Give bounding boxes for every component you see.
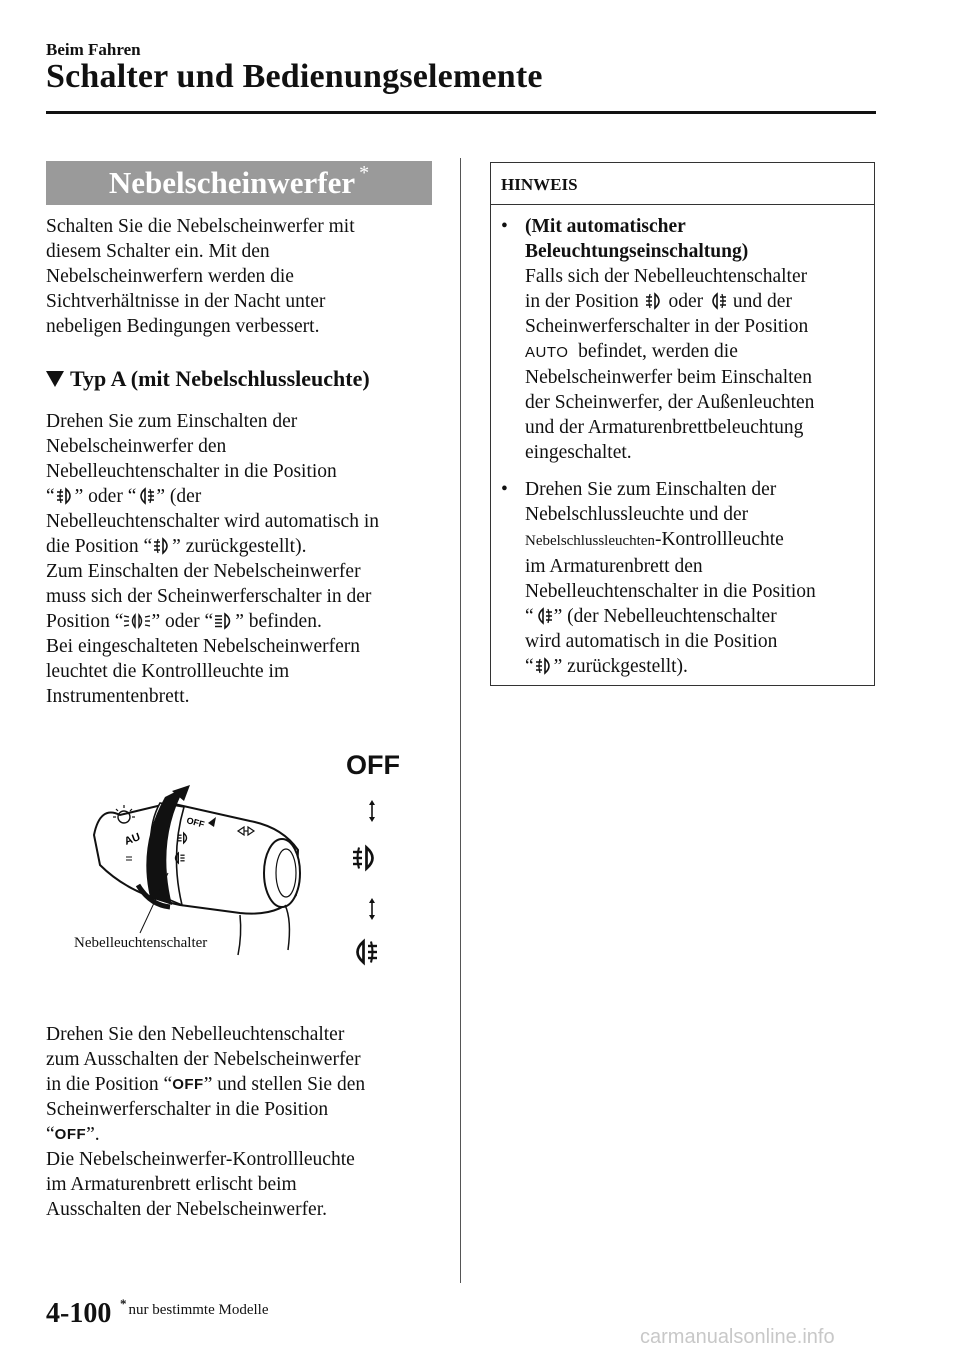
rear-fog-icon bbox=[708, 291, 728, 311]
stalk-off-label: OFF bbox=[185, 815, 206, 830]
section-title: Nebelscheinwerfer bbox=[108, 165, 356, 200]
section-label: Beim Fahren bbox=[46, 40, 141, 59]
front-fog-icon bbox=[644, 291, 664, 311]
front-fog-icon bbox=[152, 536, 172, 556]
note-item: • Drehen Sie zum Einschalten der Nebelschlussleuchte und der Nebelschlussleuchten-Kontrollleuchte im Armaturenbrett den Nebelleuchtenschalter in die Position “ ” (der Nebelleuchtenschalter wird automatisch in die Position “ ” zurückgestellt). bbox=[501, 479, 816, 677]
stalk-auto-label: AU bbox=[122, 831, 142, 848]
section-banner bbox=[46, 161, 432, 205]
parking-lights-icon bbox=[123, 611, 151, 631]
subheading-type-a: Typ A (mit Nebelschlussleuchte) bbox=[46, 366, 370, 392]
header-rule bbox=[46, 111, 876, 114]
note-item: • (Mit automatischer Beleuchtungseinschaltung) Falls sich der Nebelleuchtenschalter in der Position oder und der Scheinwerferschalter in der Position AUTO befindet, werden die Nebelscheinwerfer beim Einschalten der Scheinwerfer, der Außenleuchten und der Armaturenbrettbeleuchtung eingeschaltet. bbox=[501, 216, 815, 463]
note-title: HINWEIS bbox=[491, 163, 874, 205]
off-position-label: OFF bbox=[346, 750, 400, 780]
off-word: OFF bbox=[54, 1126, 87, 1143]
footnote: * nur bestimmte Modelle bbox=[120, 1296, 269, 1318]
rear-fog-icon bbox=[534, 606, 554, 626]
auto-word: AUTO bbox=[525, 344, 569, 361]
column-divider bbox=[460, 158, 461, 1283]
watermark: carmanualsonline.info bbox=[640, 1326, 835, 1348]
type-a-paragraph: Drehen Sie zum Einschalten der Nebelscheinwerfer den Nebelleuchtenschalter in die Position “ ” oder “ ” (der Nebelleuchtenschalter wird automatisch in die Position “ ” zurückgestellt). Zum Einschalten der Nebelscheinwerfer muss sich der Scheinwerferschalter in der Position “ ” oder “ ” befinden. Bei eingeschalteten Nebelscheinwerfern leuchtet die Kontrollleuchte im Instrumentenbrett. bbox=[46, 411, 380, 707]
optional-star: * bbox=[359, 161, 370, 184]
triangle-marker-icon bbox=[46, 371, 64, 387]
intro-paragraph: Schalten Sie die Nebelscheinwerfer mit diesem Schalter ein. Mit den Nebelscheinwerfern werden die Sichtverhältnisse in der Nacht unter nebeligen Bedingungen verbessert. bbox=[46, 216, 355, 337]
off-word: OFF bbox=[172, 1076, 204, 1093]
front-fog-icon bbox=[534, 656, 554, 676]
fog-switch-illustration bbox=[60, 745, 440, 990]
figure-caption: Nebelleuchtenschalter bbox=[74, 935, 208, 951]
turn-off-paragraph: Drehen Sie den Nebelleuchtenschalter zum Ausschalten der Nebelscheinwerfer in die Position “OFF” und stellen Sie den Scheinwerferschalter in die Position “OFF”. Die Nebelscheinwerfer-Kontrollleuchte im Armaturenbrett erlischt beim Ausschalten der Nebelscheinwerfer. bbox=[46, 1024, 366, 1220]
front-fog-icon bbox=[55, 486, 75, 506]
note-box bbox=[490, 162, 875, 686]
rear-fog-icon bbox=[136, 486, 156, 506]
chapter-title: Schalter und Bedienungselemente bbox=[46, 58, 543, 95]
page-number: 4-100 bbox=[46, 1298, 112, 1329]
headlight-icon bbox=[213, 611, 235, 631]
